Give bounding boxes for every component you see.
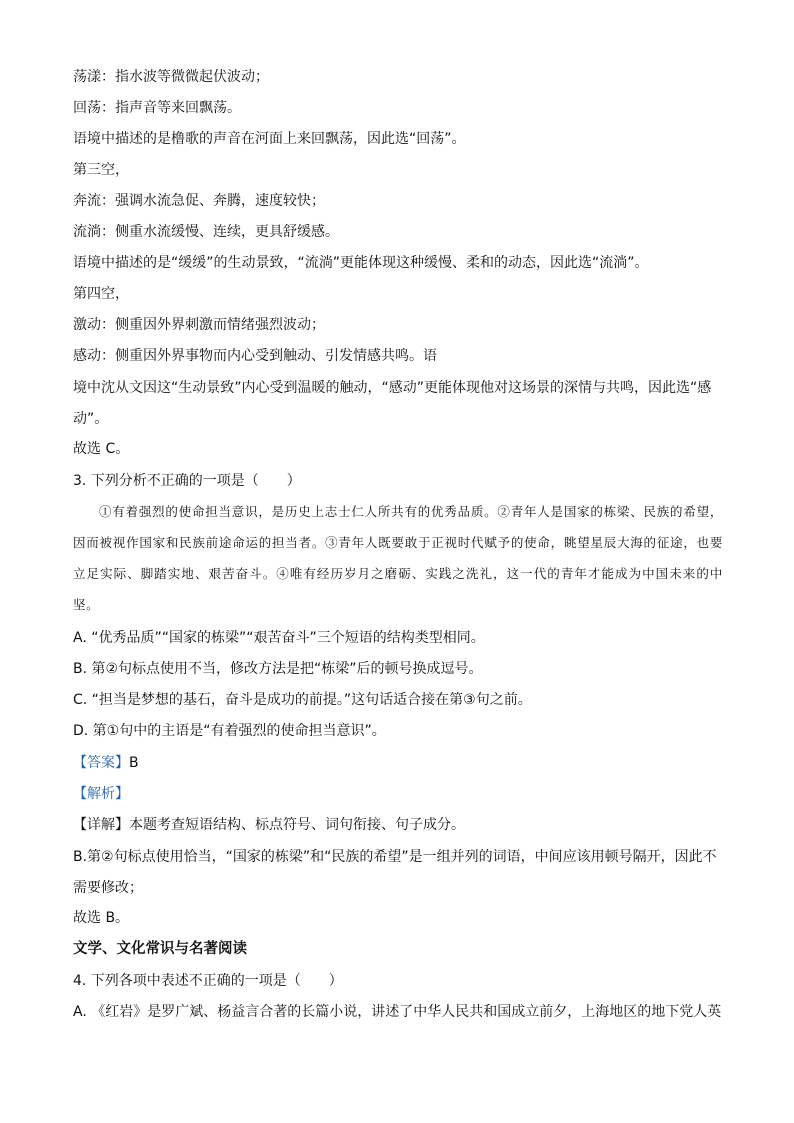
answer-tag: 【答案】	[73, 755, 129, 771]
analysis-line	[73, 785, 129, 803]
explanation-paragraph: 境中沈从文因这“生动景致”内心受到温暖的触动，“感动”更能体现他对这场景的深情与共鸣，因此选“感动”。	[73, 380, 712, 427]
text-line: 第四空，	[73, 286, 129, 302]
section-heading: 文学、文化常识与名著阅读	[73, 941, 247, 957]
detail-tag: 【详解】	[73, 817, 129, 833]
text-line: 语境中描述的是“缓缓”的生动景致，“流淌”更能体现这种缓慢、柔和的动态，因此选“流淌”。	[73, 255, 649, 271]
question-3-passage: ①有着强烈的使命担当意识，是历史上志士仁人所共有的优秀品质。②青年人是国家的栋梁、民族的希望，因而被视作国家和民族前途命运的担当者。③青年人既要敢于正视时代赋予的使命，眺望星辰大海的征途，也要立足实际、脚踏实地、艰苦奋斗。④唯有经历岁月之磨砺、实践之洗礼，这一代的青年才能成为中国未来的中坚。	[73, 504, 723, 612]
question-3-stem: 3. 下列分析不正确的一项是（ ）	[73, 473, 301, 489]
text-line: 激动：侧重因外界刺激而情绪强烈波动；	[73, 317, 325, 333]
option-a: A. “优秀品质”“国家的栋梁”“艰苦奋斗”三个短语的结构类型相同。	[73, 630, 485, 646]
text-line: 荡漾：指水波等微微起伏波动；	[73, 69, 269, 85]
option-c: C. “担当是梦想的基石，奋斗是成功的前提。”这句话适合接在第③句之前。	[73, 692, 532, 708]
text-line: 第三空，	[73, 162, 129, 178]
text-line: 流淌：侧重水流缓慢、连续，更具舒缓感。	[73, 224, 339, 240]
answer-value: B	[129, 755, 139, 771]
explanation-paragraph: B.第②句标点使用恰当，“国家的栋梁”和“民族的希望”是一组并列的词语，中间应该用顿号隔开，因此不需要修改；	[73, 849, 717, 896]
answer-line: 故选 B。	[73, 910, 130, 926]
text-line: 感动：侧重因外界事物而内心受到触动、引发情感共鸣。语	[73, 348, 437, 364]
text-line: 回荡：指声音等来回飘荡。	[73, 100, 241, 116]
detail-line	[73, 816, 465, 834]
text-line: 语境中描述的是橹歌的声音在河面上来回飘荡，因此选“回荡”。	[73, 131, 466, 147]
question-4-stem: 4. 下列各项中表述不正确的一项是（ ）	[73, 973, 343, 989]
detail-text: 本题考查短语结构、标点符号、词句衔接、句子成分。	[129, 817, 465, 833]
option-a: A. 《红岩》是罗广斌、杨益言合著的长篇小说，讲述了中华人民共和国成立前夕，上海地区的地下党人英	[73, 1004, 722, 1020]
option-b: B. 第②句标点使用不当，修改方法是把“栋梁”后的顿号换成逗号。	[73, 661, 483, 677]
option-d: D. 第①句中的主语是“有着强烈的使命担当意识”。	[73, 723, 386, 739]
answer-line	[73, 754, 139, 772]
text-line: 奔流：强调水流急促、奔腾，速度较快；	[73, 193, 325, 209]
analysis-tag: 【解析】	[73, 786, 129, 802]
answer-line: 故选 C。	[73, 441, 130, 457]
